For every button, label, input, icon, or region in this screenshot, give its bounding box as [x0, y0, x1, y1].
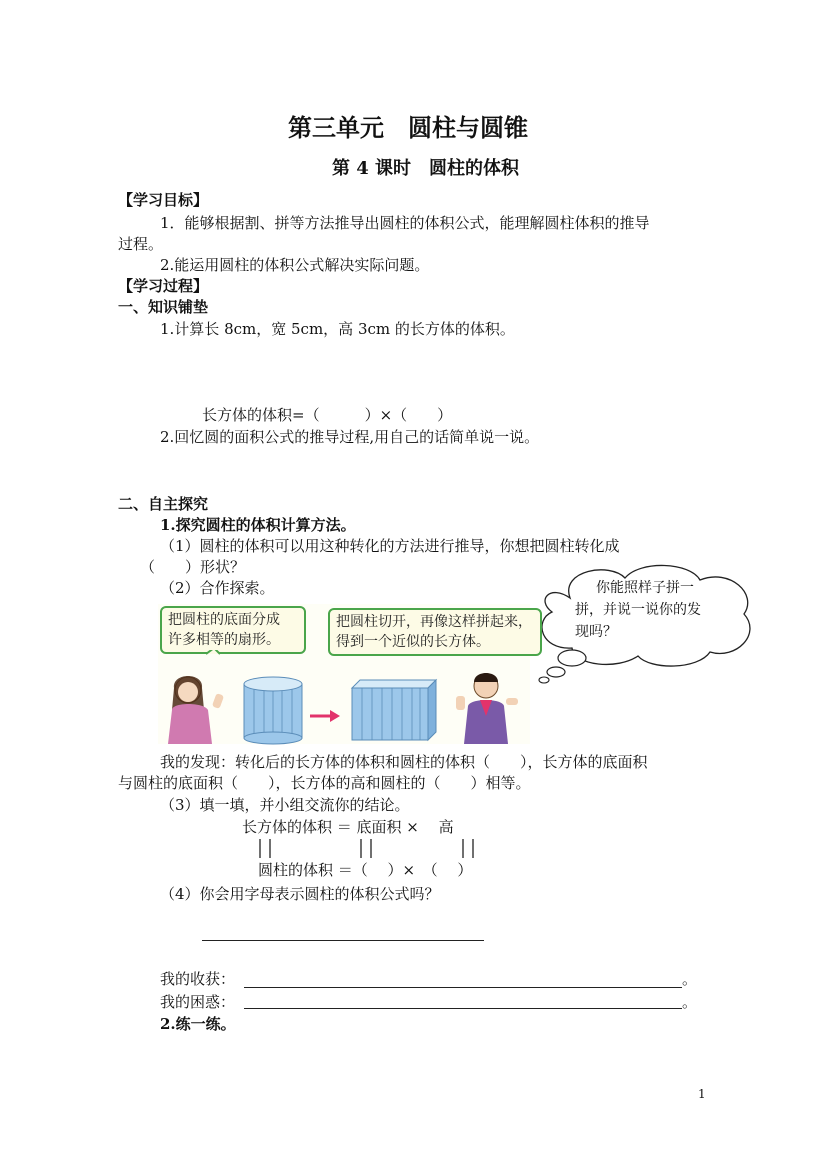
harvest-label: 我的收获：: [160, 970, 236, 988]
page-number: 1: [698, 1087, 706, 1101]
speech-right-line-1: 把圆柱切开，再像这样拼起来，: [336, 614, 532, 630]
boy-figure-icon: [456, 673, 518, 744]
thought-bubble-line-3: 现吗？: [575, 624, 617, 640]
speech-bubble-left: [160, 606, 306, 654]
page-title: 第三单元 圆柱与圆锥: [288, 113, 528, 142]
part-3: （3）填一填，并小组交流你的结论。: [160, 796, 410, 814]
goal-item-1: 1．能够根据割、拼等方法推导出圆柱的体积公式，能理解圆柱体积的推导: [160, 214, 650, 232]
speech-right-line-2: 得到一个近似的长方体。: [336, 634, 490, 650]
answer-line-formula[interactable]: [202, 940, 484, 941]
speech-bubble-right: [328, 608, 542, 656]
speech-left-line-1: 把圆柱的底面分成: [168, 612, 280, 628]
goals-heading: 【学习目标】: [118, 191, 209, 209]
arrow-right-icon: [310, 710, 340, 722]
harvest-end-mark: 。: [682, 970, 698, 988]
cuboid-icon: [352, 680, 436, 740]
girl-figure-icon: [168, 676, 224, 744]
process-heading: 【学习过程】: [118, 277, 209, 295]
goal-item-1-cont: 过程。: [118, 235, 164, 253]
sub-heading-2: 2.练一练。: [160, 1015, 236, 1033]
formula-bottom: 圆柱的体积 ＝（ ）× （ ）: [258, 861, 473, 879]
part-1-line2: （ ）形状？: [140, 558, 246, 576]
question-1: 1.计算长 8cm，宽 5cm，高 3cm 的长方体的体积。: [160, 320, 515, 338]
finding-line-1: 我的发现：转化后的长方体的体积和圆柱的体积（ ），长方体的底面积: [160, 753, 648, 771]
thought-bubble-line-1: 你能照样子拼一: [596, 580, 694, 596]
confusion-label: 我的困惑：: [160, 993, 236, 1011]
speech-left-line-2: 许多相等的扇形。: [168, 632, 280, 648]
illustration-drawing: [158, 650, 530, 746]
equality-bars: [250, 838, 490, 860]
confusion-end-mark: 。: [682, 993, 698, 1011]
formula-top: 长方体的体积 ＝ 底面积 × 高: [242, 818, 454, 836]
finding-line-2: 与圆柱的底面积（ ），长方体的高和圆柱的（ ）相等。: [118, 774, 531, 792]
part-1-line1: （1）圆柱的体积可以用这种转化的方法进行推导，你想把圆柱转化成: [160, 537, 620, 555]
cylinder-icon: [244, 677, 302, 744]
lesson-subtitle: 第 4 课时 圆柱的体积: [332, 158, 520, 179]
thought-bubble-line-2: 拼，并说一说你的发: [575, 602, 701, 618]
section-2-heading: 二、自主探究: [118, 495, 209, 513]
sub-heading-1: 1.探究圆柱的体积计算方法。: [160, 516, 356, 534]
goal-item-2: 2.能运用圆柱的体积公式解决实际问题。: [160, 256, 430, 274]
confusion-answer-line[interactable]: [244, 1008, 682, 1009]
harvest-answer-line[interactable]: [244, 987, 682, 988]
part-2: （2）合作探索。: [160, 579, 275, 597]
question-1-formula: 长方体的体积=（ ）×（ ）: [202, 406, 453, 424]
question-2: 2.回忆圆的面积公式的推导过程,用自己的话简单说一说。: [160, 428, 540, 446]
section-1-heading: 一、知识铺垫: [118, 298, 209, 316]
part-4: （4）你会用字母表示圆柱的体积公式吗？: [160, 885, 440, 903]
